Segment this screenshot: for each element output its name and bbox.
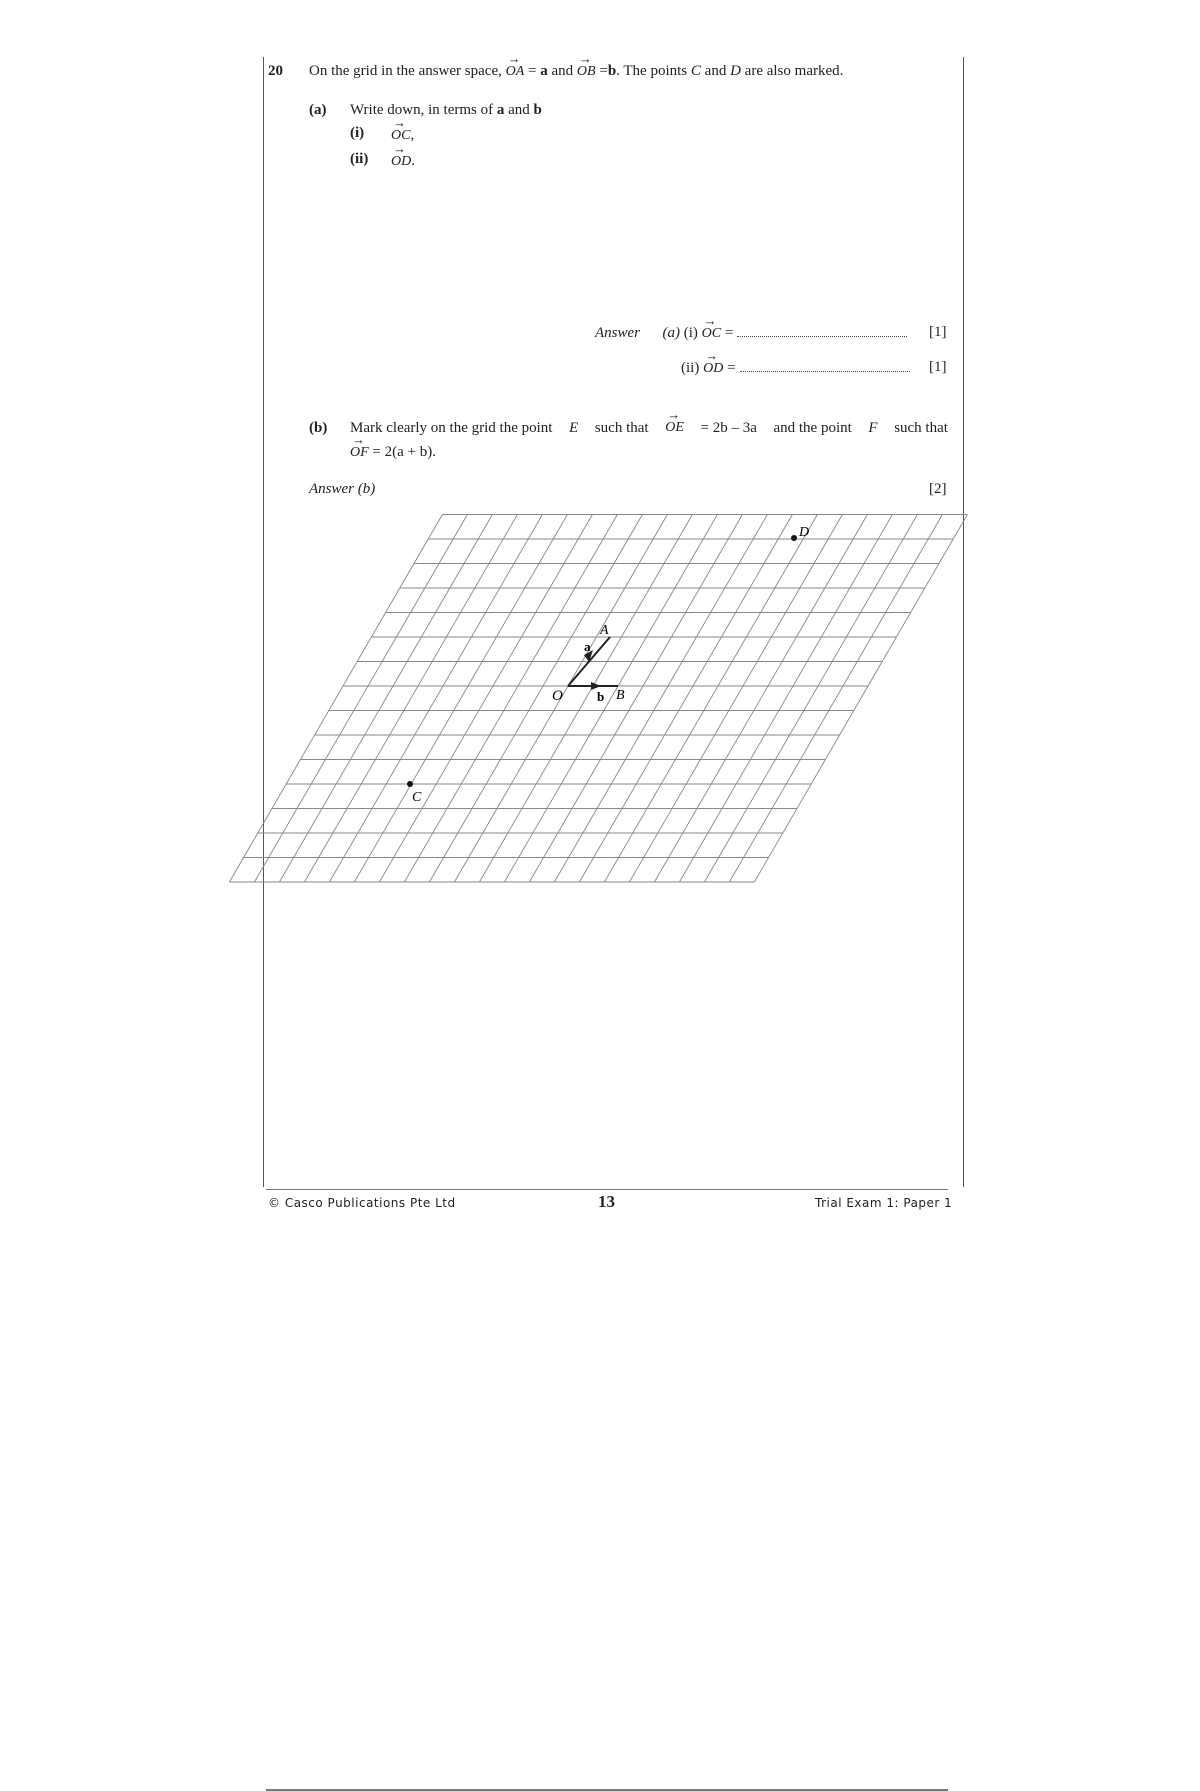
- answer-a-ii-marks: [1]: [929, 359, 947, 375]
- vector-oe: → OE: [665, 420, 684, 437]
- answer-label: Answer: [595, 325, 640, 341]
- question-number: 20: [268, 63, 283, 79]
- footer-page-number: 13: [598, 1192, 615, 1211]
- vector-oc: → OC: [391, 128, 410, 144]
- answer-b-marks: [2]: [929, 481, 947, 497]
- answer-a-i-line: Answer (a) (i) → OC =: [595, 324, 907, 342]
- label-d: D: [799, 525, 810, 540]
- footer-publisher: © Casco Publications Pte Ltd: [268, 1196, 456, 1210]
- label-a-point: A: [600, 623, 609, 638]
- part-a-i-item: → OC,: [391, 127, 414, 144]
- label-b-point: B: [616, 688, 625, 703]
- label-o: O: [552, 688, 563, 704]
- part-b-label: (b): [309, 420, 328, 436]
- part-a-label: (a): [309, 102, 327, 118]
- part-a-ii-item: → OD.: [391, 153, 415, 170]
- part-b-line2: → OF = 2(a + b).: [350, 444, 436, 461]
- footer-rule-onpage: [266, 1789, 948, 1790]
- vector-oa: → OA: [506, 64, 525, 80]
- part-a-ii-label: (ii): [350, 151, 369, 167]
- point-c: [407, 781, 413, 787]
- part-b-line1: Mark clearly on the grid the point E such that → OE = 2b – 3a and the point F such that: [350, 420, 948, 437]
- answer-a-ii-line: (ii) → OD =: [681, 359, 910, 377]
- point-d: [791, 535, 797, 541]
- label-a-vector: a: [584, 639, 591, 654]
- part-a-instruction: Write down, in terms of a and b: [350, 102, 542, 118]
- answer-a-i-marks: [1]: [929, 324, 947, 340]
- footer-rule-real: [266, 1189, 948, 1190]
- question-stem: On the grid in the answer space, → OA = a and → OB =b. The points C and D are also marked.: [309, 63, 843, 80]
- part-a-i-label: (i): [350, 125, 365, 141]
- label-b-vector: b: [597, 689, 605, 704]
- answer-b-line: Answer (b): [309, 481, 376, 497]
- vector-od: → OD: [391, 154, 411, 170]
- vector-of: → OF: [350, 445, 369, 461]
- label-c: C: [412, 790, 422, 805]
- vector-ob: → OB: [577, 64, 596, 80]
- footer-exam-label: Trial Exam 1: Paper 1: [815, 1196, 953, 1210]
